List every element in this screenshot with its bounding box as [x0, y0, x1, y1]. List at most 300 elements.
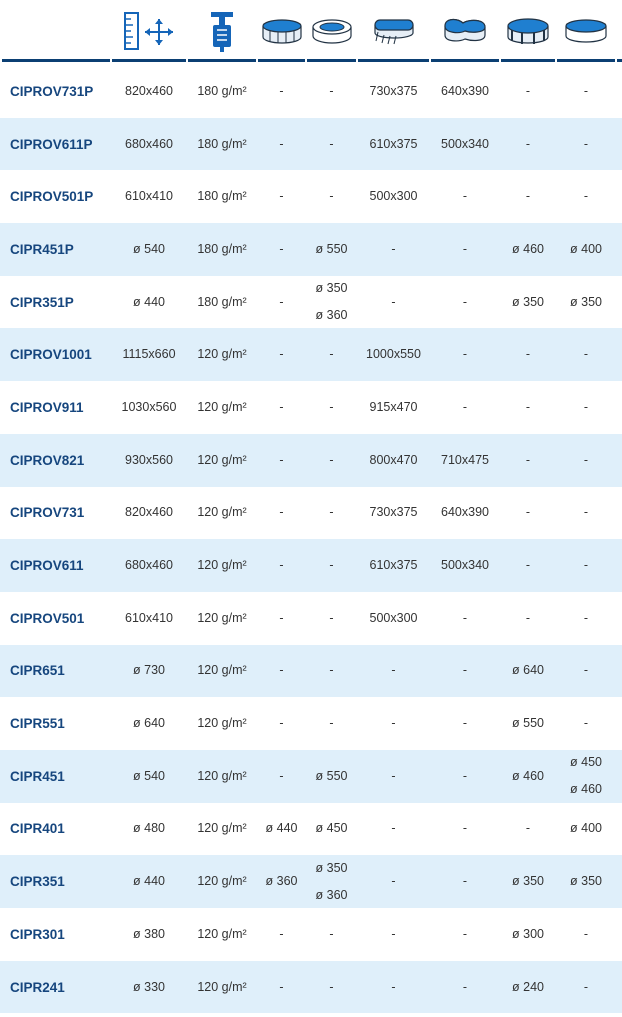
table-row [0, 381, 622, 434]
c1-cell [258, 223, 305, 276]
c2-value: ø 550 [315, 768, 348, 783]
c2-cell [307, 645, 356, 698]
reference-code: CIPROV611 [10, 558, 84, 574]
c6-cell [557, 961, 615, 1014]
size-cell [112, 65, 186, 118]
c3-cell [358, 539, 429, 592]
c2-cell [307, 750, 356, 803]
c3-value: 500x300 [369, 189, 418, 204]
reference-code: CIPR651 [10, 663, 65, 679]
weight-value: 120 g/m² [197, 452, 247, 467]
c1-value: - [279, 505, 284, 520]
header-rule [2, 59, 110, 62]
size-cell [112, 592, 186, 645]
weight-cell [188, 65, 256, 118]
c4-cell [431, 381, 499, 434]
table-row [0, 170, 622, 223]
c5-value: - [525, 347, 531, 362]
weight-value: 120 g/m² [197, 821, 247, 836]
c6-cell [557, 328, 615, 381]
reference-code: CIPROV911 [10, 399, 84, 415]
weight-cell [188, 223, 256, 276]
c1-cell [258, 908, 305, 961]
c6-value: ø 450 [570, 755, 602, 770]
weight-value: 120 g/m² [197, 399, 247, 414]
c6-value: - [583, 452, 589, 467]
c1-value: - [279, 610, 284, 625]
c5-cell [501, 381, 555, 434]
weight-cell [188, 750, 256, 803]
reference-cell [10, 170, 110, 223]
c2-value: ø 450 [315, 821, 348, 836]
c6-value: - [583, 505, 589, 520]
size-value: ø 480 [133, 821, 165, 836]
c5-value: ø 460 [512, 241, 544, 256]
c3-cell [358, 908, 429, 961]
reference-cell [10, 65, 110, 118]
size-value: 820x460 [125, 505, 173, 520]
c6-value: - [583, 926, 589, 941]
c2-cell [307, 328, 356, 381]
c4-cell [431, 487, 499, 540]
c5-value: - [525, 399, 531, 414]
c4-cell [431, 908, 499, 961]
c2-cell [307, 170, 356, 223]
c1-value: - [279, 136, 284, 151]
c1-cell [258, 592, 305, 645]
c1-cell [258, 328, 305, 381]
table-row [0, 803, 622, 856]
c5-cell [501, 118, 555, 171]
c6-cell [557, 645, 615, 698]
size-value: 930x560 [125, 452, 173, 467]
c2-value: - [329, 558, 334, 573]
c5-value: ø 300 [512, 926, 544, 941]
c5-cell [501, 223, 555, 276]
weight-value: 120 g/m² [197, 663, 247, 678]
c6-value: ø 350 [570, 294, 602, 309]
c4-cell [431, 170, 499, 223]
reference-cell [10, 592, 110, 645]
c6-cell [557, 276, 615, 329]
c1-cell [258, 645, 305, 698]
size-cell [112, 961, 186, 1014]
c6-cell [557, 487, 615, 540]
c3-cell [358, 961, 429, 1014]
c5-value: - [525, 136, 531, 151]
c1-value: - [279, 716, 284, 731]
weight-cell [188, 434, 256, 487]
c2-value: - [329, 347, 334, 362]
c3-cell [358, 697, 429, 750]
size-value: ø 380 [133, 926, 165, 941]
size-cell [112, 381, 186, 434]
oval-pool-icon [358, 0, 429, 62]
c3-cell [358, 434, 429, 487]
c6-value: ø 400 [570, 821, 602, 836]
c6-value: ø 350 [570, 874, 602, 889]
c4-value: 500x340 [441, 136, 489, 151]
reference-cell [10, 118, 110, 171]
round-pool-icon [557, 0, 615, 62]
round-frame-pool-icon [501, 0, 555, 62]
c1-cell [258, 118, 305, 171]
c4-value: - [462, 347, 468, 362]
c2-cell [307, 855, 356, 908]
header-rule [258, 59, 305, 62]
table-row [0, 223, 622, 276]
size-value: ø 330 [133, 979, 165, 994]
reference-code: CIPROV1001 [10, 347, 92, 363]
c1-value: - [279, 83, 284, 98]
dimensions-icon [112, 0, 186, 62]
weight-cell [188, 855, 256, 908]
c4-value: 710x475 [441, 452, 489, 467]
round-pool-steel-icon [258, 0, 305, 62]
c3-value: - [391, 716, 396, 731]
reference-cell [10, 908, 110, 961]
size-value: 610x410 [125, 610, 173, 625]
size-cell [112, 539, 186, 592]
weight-value: 180 g/m² [197, 241, 247, 256]
c3-cell [358, 645, 429, 698]
size-value: 680x460 [125, 558, 173, 573]
c2-value: - [329, 452, 334, 467]
c6-cell [557, 223, 615, 276]
c6-value: - [583, 979, 589, 994]
c3-cell [358, 381, 429, 434]
c3-cell [358, 223, 429, 276]
c2-cell [307, 65, 356, 118]
c2-value: - [329, 505, 334, 520]
c3-cell [358, 170, 429, 223]
table-body [0, 65, 622, 1013]
weight-value: 120 g/m² [197, 505, 247, 520]
round-inflatable-pool-icon [307, 0, 356, 62]
header-rule [188, 59, 256, 62]
c6-value: - [583, 716, 589, 731]
c5-cell [501, 855, 555, 908]
c3-value: - [391, 663, 396, 678]
c2-cell [307, 803, 356, 856]
c3-value: - [391, 768, 396, 783]
c3-cell [358, 328, 429, 381]
reference-code: CIPR351 [10, 874, 65, 890]
c4-cell [431, 961, 499, 1014]
c4-value: - [462, 821, 468, 836]
c2-value: - [329, 399, 334, 414]
c4-value: - [462, 294, 468, 309]
size-value: ø 440 [133, 874, 165, 889]
c5-cell [501, 170, 555, 223]
table-header [0, 0, 622, 66]
c4-value: - [462, 241, 468, 256]
c5-cell [501, 487, 555, 540]
c1-cell [258, 170, 305, 223]
weight-value: 120 g/m² [197, 558, 247, 573]
reference-code: CIPROV731 [10, 505, 85, 521]
table-row [0, 961, 622, 1014]
table-row [0, 697, 622, 750]
c6-value: - [583, 83, 589, 98]
c6-value: - [583, 663, 589, 678]
c3-value: 915x470 [369, 399, 418, 414]
c6-value: - [583, 136, 589, 151]
weight-cell [188, 908, 256, 961]
header-rule [617, 59, 622, 62]
reference-cell [10, 961, 110, 1014]
c2-value: ø 350 [315, 281, 348, 296]
reference-cell [10, 223, 110, 276]
c5-cell [501, 803, 555, 856]
c4-cell [431, 434, 499, 487]
c2-cell [307, 381, 356, 434]
c2-value: ø 550 [315, 241, 348, 256]
c5-value: - [525, 452, 531, 467]
c2-cell [307, 487, 356, 540]
c5-cell [501, 645, 555, 698]
c4-value: - [462, 926, 468, 941]
c6-cell [557, 855, 615, 908]
table-row [0, 645, 622, 698]
c6-cell [557, 118, 615, 171]
c1-value: - [279, 926, 284, 941]
c4-value: 500x340 [441, 558, 489, 573]
c4-cell [431, 592, 499, 645]
weight-value: 180 g/m² [197, 136, 247, 151]
header-rule [307, 59, 356, 62]
c4-value: - [462, 399, 468, 414]
c1-cell [258, 276, 305, 329]
c2-value: - [329, 926, 334, 941]
c1-cell [258, 750, 305, 803]
c6-value: - [583, 610, 589, 625]
c2-value: - [329, 979, 334, 994]
size-value: ø 540 [133, 241, 165, 256]
table-row [0, 65, 622, 118]
c6-cell [557, 750, 615, 803]
reference-cell [10, 803, 110, 856]
c1-value: - [279, 663, 284, 678]
c5-value: - [525, 189, 531, 204]
table-row [0, 908, 622, 961]
c3-value: - [391, 926, 396, 941]
c1-value: - [279, 189, 284, 204]
weight-value: 180 g/m² [197, 189, 247, 204]
size-value: ø 440 [133, 294, 165, 309]
c6-cell [557, 434, 615, 487]
c1-value: ø 360 [265, 874, 298, 889]
c1-value: - [279, 768, 284, 783]
weight-cell [188, 381, 256, 434]
c4-value: 640x390 [441, 83, 489, 98]
c5-value: ø 640 [512, 663, 544, 678]
c4-cell [431, 855, 499, 908]
size-cell [112, 855, 186, 908]
c6-value: - [583, 399, 589, 414]
c6-value: - [583, 189, 589, 204]
c5-cell [501, 750, 555, 803]
clamp-icon [188, 0, 256, 62]
c6-value: - [583, 558, 589, 573]
reference-code: CIPROV731P [10, 83, 94, 99]
c2-cell [307, 697, 356, 750]
reference-cell [10, 381, 110, 434]
weight-value: 120 g/m² [197, 926, 247, 941]
reference-cell [10, 697, 110, 750]
c3-value: 1000x550 [366, 347, 421, 362]
c5-value: ø 240 [512, 979, 544, 994]
c6-cell [557, 539, 615, 592]
c2-cell [307, 223, 356, 276]
weight-cell [188, 697, 256, 750]
weight-cell [188, 592, 256, 645]
c2-cell [307, 908, 356, 961]
table-row [0, 750, 622, 803]
header-rule [358, 59, 429, 62]
c3-cell [358, 65, 429, 118]
c3-value: 730x375 [369, 83, 418, 98]
c6-cell [557, 697, 615, 750]
reference-code: CIPROV821 [10, 452, 85, 468]
c3-value: - [391, 241, 396, 256]
size-value: ø 640 [133, 716, 165, 731]
c1-value: - [279, 241, 284, 256]
table-row [0, 592, 622, 645]
size-cell [112, 223, 186, 276]
weight-value: 120 g/m² [197, 979, 247, 994]
weight-value: 120 g/m² [197, 716, 247, 731]
reference-cell [10, 276, 110, 329]
table-row [0, 855, 622, 908]
c1-cell [258, 961, 305, 1014]
c1-cell [258, 434, 305, 487]
c1-value: ø 440 [265, 821, 298, 836]
c3-value: 610x375 [369, 558, 418, 573]
reference-cell [10, 328, 110, 381]
c5-cell [501, 592, 555, 645]
size-cell [112, 697, 186, 750]
c4-cell [431, 539, 499, 592]
c5-cell [501, 908, 555, 961]
c4-cell [431, 328, 499, 381]
reference-code: CIPR451 [10, 768, 65, 784]
c4-value: - [462, 768, 468, 783]
reference-cell [10, 487, 110, 540]
c2-value: - [329, 136, 334, 151]
weight-value: 120 g/m² [197, 347, 247, 362]
c2-value: - [329, 610, 334, 625]
weight-cell [188, 118, 256, 171]
c6-cell [557, 908, 615, 961]
c4-value: - [462, 189, 468, 204]
c1-cell [258, 697, 305, 750]
weight-cell [188, 645, 256, 698]
weight-cell [188, 487, 256, 540]
size-value: 1030x560 [121, 399, 177, 414]
c4-cell [431, 697, 499, 750]
c4-value: - [462, 663, 468, 678]
c1-cell [258, 487, 305, 540]
c3-value: - [391, 874, 396, 889]
weight-value: 120 g/m² [197, 610, 247, 625]
c3-cell [358, 592, 429, 645]
size-cell [112, 276, 186, 329]
reference-code: CIPR451P [10, 241, 74, 257]
c5-value: - [525, 610, 531, 625]
c3-value: - [391, 294, 396, 309]
c2-value: ø 360 [315, 308, 348, 323]
reference-code: CIPR351P [10, 294, 74, 310]
c6-cell [557, 803, 615, 856]
weight-cell [188, 539, 256, 592]
size-cell [112, 908, 186, 961]
size-cell [112, 803, 186, 856]
weight-cell [188, 328, 256, 381]
c3-value: - [391, 821, 396, 836]
c3-cell [358, 276, 429, 329]
c2-value: ø 350 [315, 860, 348, 875]
c5-cell [501, 539, 555, 592]
size-cell [112, 328, 186, 381]
c3-cell [358, 487, 429, 540]
c6-value: ø 460 [570, 782, 602, 797]
c5-value: ø 460 [512, 768, 544, 783]
c5-value: ø 550 [512, 716, 544, 731]
weight-cell [188, 803, 256, 856]
weight-value: 180 g/m² [197, 294, 247, 309]
size-cell [112, 170, 186, 223]
size-value: 1115x660 [122, 347, 176, 362]
c2-value: - [329, 83, 334, 98]
c4-cell [431, 118, 499, 171]
table-row [0, 434, 622, 487]
c4-value: - [462, 979, 468, 994]
c2-cell [307, 118, 356, 171]
c2-value: - [329, 663, 334, 678]
size-value: 820x460 [125, 83, 173, 98]
c3-cell [358, 118, 429, 171]
size-value: 610x410 [125, 189, 173, 204]
c5-value: ø 350 [512, 874, 544, 889]
c3-value: 800x470 [369, 452, 418, 467]
c6-cell [557, 381, 615, 434]
size-value: ø 540 [133, 768, 165, 783]
c1-value: - [279, 294, 284, 309]
c5-cell [501, 697, 555, 750]
table-row [0, 487, 622, 540]
header-rule [431, 59, 499, 62]
c3-value: - [391, 979, 396, 994]
c6-cell [557, 592, 615, 645]
c6-cell [557, 65, 615, 118]
c2-cell [307, 592, 356, 645]
c3-value: 610x375 [369, 136, 418, 151]
weight-cell [188, 276, 256, 329]
c2-cell [307, 539, 356, 592]
c1-cell [258, 381, 305, 434]
c1-value: - [279, 452, 284, 467]
size-value: 680x460 [125, 136, 173, 151]
table-row [0, 539, 622, 592]
c4-cell [431, 223, 499, 276]
c6-value: - [583, 347, 589, 362]
weight-value: 180 g/m² [197, 83, 247, 98]
table-row [0, 118, 622, 171]
reference-cell [10, 434, 110, 487]
reference-code: CIPROV501 [10, 610, 85, 626]
c4-cell [431, 65, 499, 118]
